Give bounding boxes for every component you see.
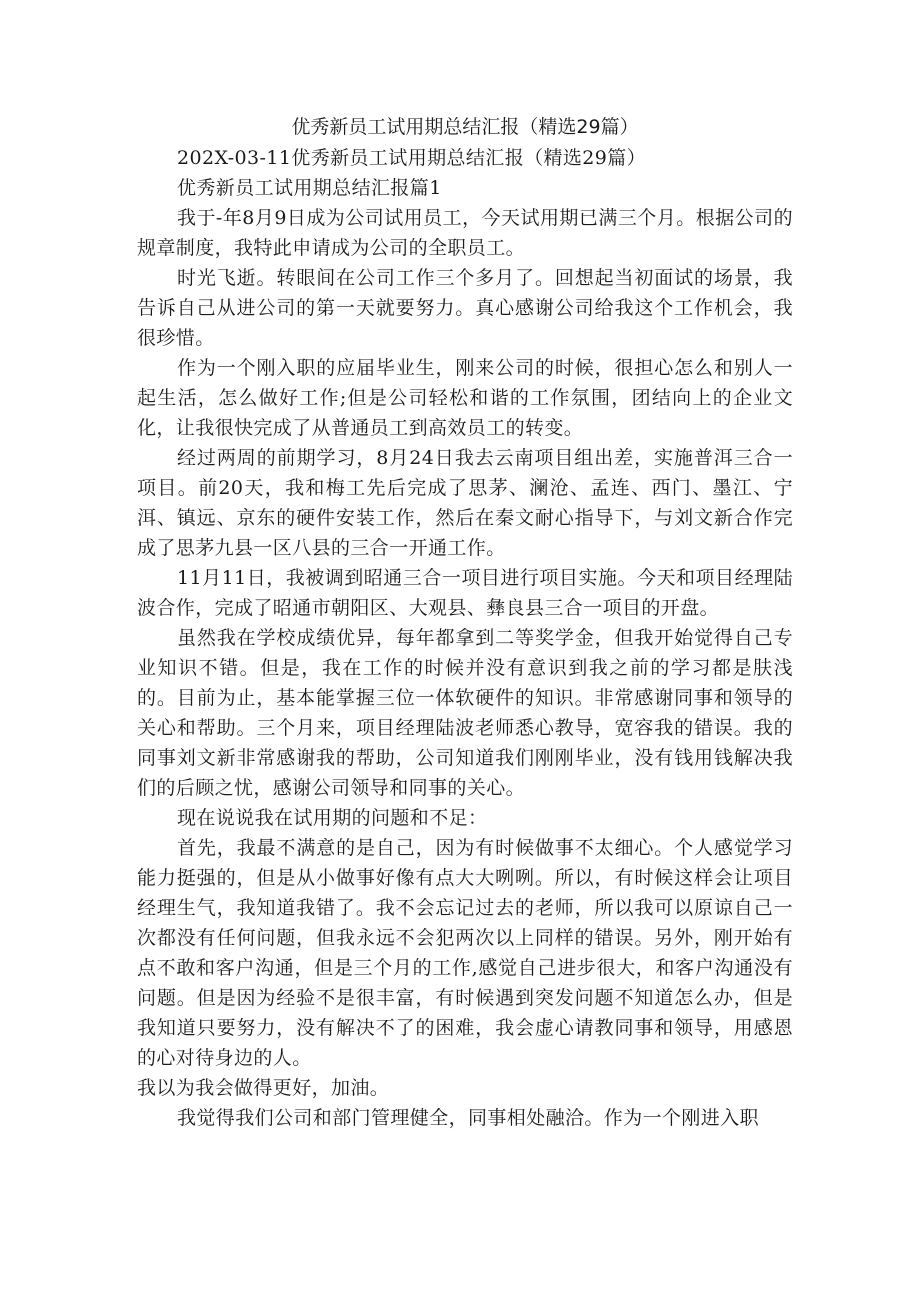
- paragraph-5: 11月11日，我被调到昭通三合一项目进行项目实施。今天和项目经理陆波合作，完成了昭通市朝阳区、大观县、彝良县三合一项目的开盘。: [137, 567, 793, 619]
- paragraph-6: 虽然我在学校成绩优异，每年都拿到二等奖学金，但我开始觉得自己专业知识不错。但是，我在工作的时候并没有意识到我之前的学习都是肤浅的。目前为止，基本能掌握三位一体软硬件的知识。非常感谢同事和领导的关心和帮助。三个月来，项目经理陆波老师悉心教导，宽容我的错误。我的同事刘文新非常感谢我的帮助，公司知道我们刚刚毕业，没有钱用钱解决我们的后顾之忧，感谢公司领导和同事的关心。: [137, 627, 793, 799]
- document-page: [137, 113, 793, 1133]
- section-heading: 优秀新员工试用期总结汇报篇1: [177, 177, 442, 199]
- document-date-line: 202X-03-11优秀新员工试用期总结汇报（精选29篇）: [177, 147, 647, 169]
- paragraph-1: 我于-年8月9日成为公司试用员工，今天试用期已满三个月。根据公司的规章制度，我特此申请成为公司的全职员工。: [137, 207, 793, 259]
- paragraph-7: 现在说说我在试用期的问题和不足：: [177, 807, 488, 829]
- paragraph-3: 作为一个刚入职的应届毕业生，刚来公司的时候，很担心怎么和别人一起生活，怎么做好工作;但是公司轻松和谐的工作氛围，团结向上的企业文化，让我很快完成了从普通员工到高效员工的转变。: [137, 357, 793, 439]
- paragraph-8: 首先，我最不满意的是自己，因为有时候做事不太细心。个人感觉学习能力挺强的，但是从小做事好像有点大大咧咧。所以，有时候这样会让项目经理生气，我知道我错了。我不会忘记过去的老师，所以我可以原谅自己一次都没有任何问题，但我永远不会犯两次以上同样的错误。另外，刚开始有点不敢和客户沟通，但是三个月的工作,感觉自己进步很大，和客户沟通没有问题。但是因为经验不是很丰富，有时候遇到突发问题不知道怎么办，但是我知道只要努力，没有解决不了的困难，我会虚心请教同事和领导，用感恩的心对待身边的人。: [137, 837, 793, 1069]
- document-title: 优秀新员工试用期总结汇报（精选29篇）: [291, 116, 639, 138]
- paragraph-10: 我觉得我们公司和部门管理健全，同事相处融洽。作为一个刚进入职: [177, 1107, 760, 1129]
- paragraph-4: 经过两周的前期学习，8月24日我去云南项目组出差，实施普洱三合一项目。前20天，我和梅工先后完成了思茅、澜沧、孟连、西门、墨江、宁洱、镇远、京东的硬件安装工作，然后在秦文耐心指导下，与刘文新合作完成了思茅九县一区八县的三合一开通工作。: [137, 447, 793, 559]
- paragraph-9: 我以为我会做得更好，加油。: [137, 1077, 390, 1099]
- paragraph-2: 时光飞逝。转眼间在公司工作三个多月了。回想起当初面试的场景，我告诉自己从进公司的第一天就要努力。真心感谢公司给我这个工作机会，我很珍惜。: [137, 267, 793, 349]
